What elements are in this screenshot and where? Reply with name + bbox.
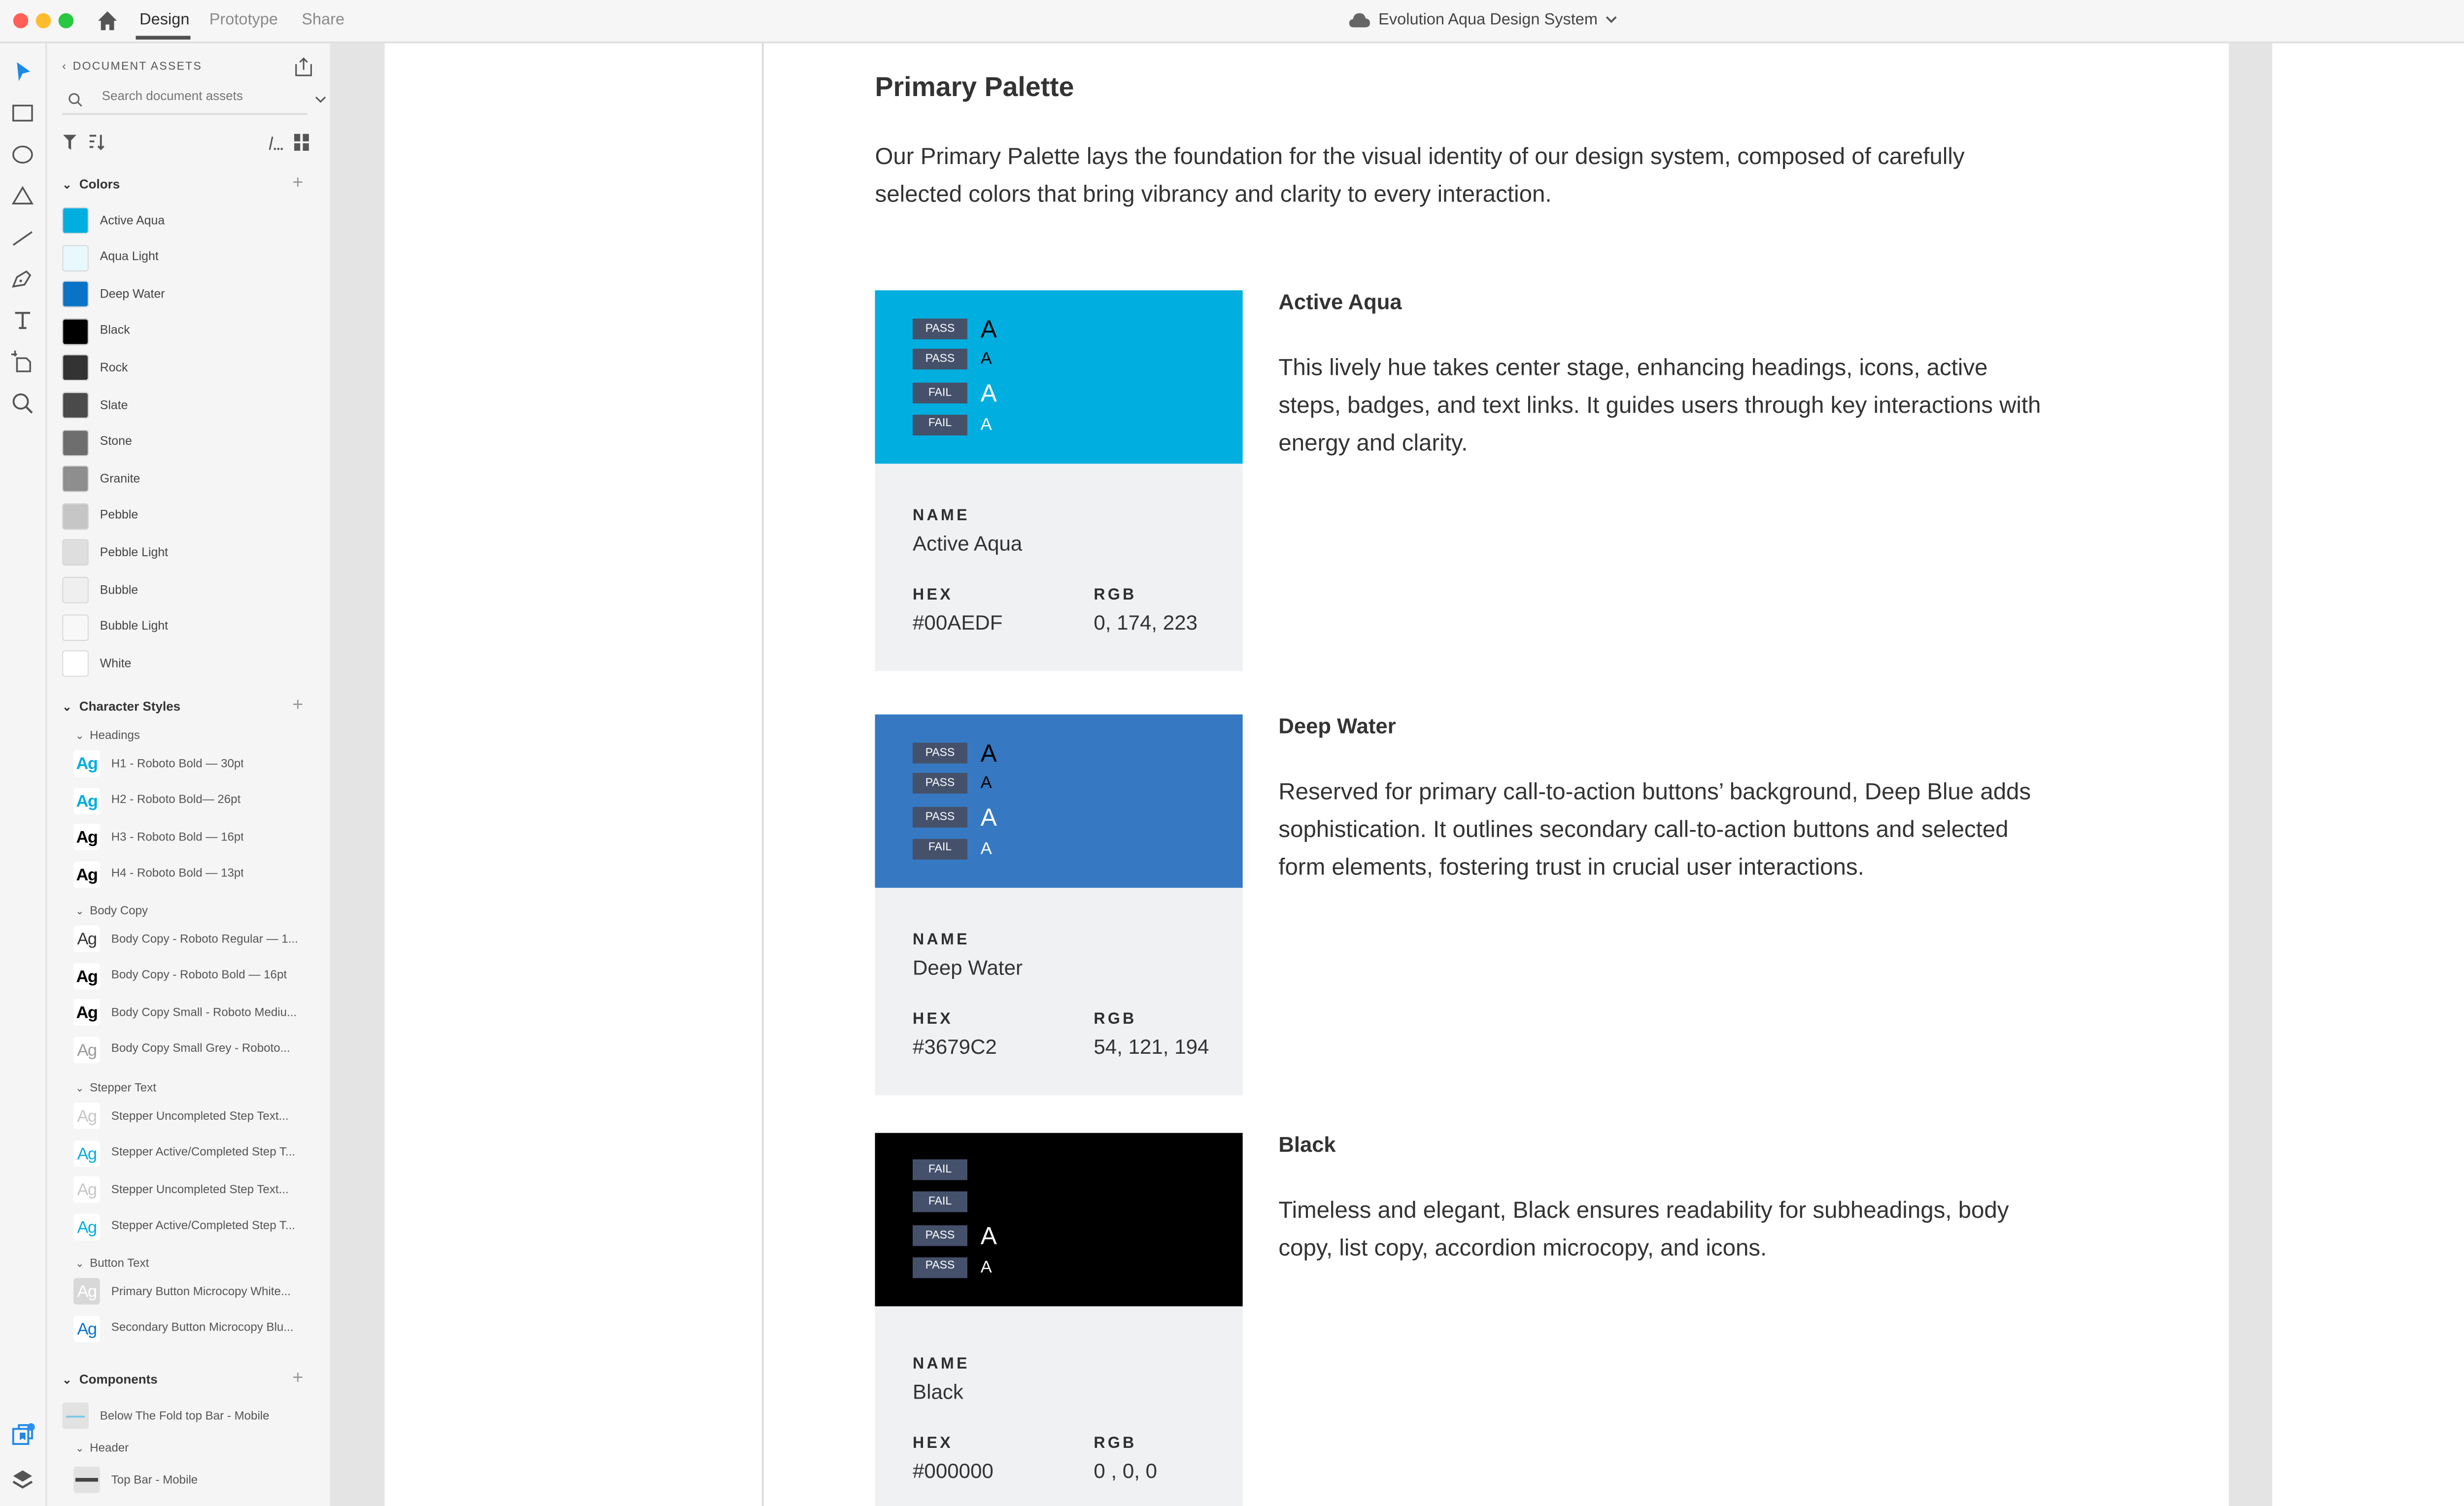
color-name: Bubble Light: [100, 620, 169, 634]
color-title: Active Aqua: [1278, 292, 1402, 315]
color-name: Stone: [100, 435, 132, 449]
minimize-window-button[interactable]: [36, 13, 51, 29]
color-description: Timeless and elegant, Black ensures readability for subheadings, body copy, list copy, accordion microcopy, and icons.: [1278, 1197, 2009, 1261]
contrast-check-row: [913, 1159, 967, 1180]
character-style-item[interactable]: [73, 1313, 330, 1343]
add-color-button[interactable]: +: [292, 173, 304, 195]
name-label: NAME: [913, 1353, 970, 1372]
artboard-tool-icon[interactable]: [9, 349, 36, 375]
character-style-label: Body Copy Small Grey - Roboto...: [111, 1043, 290, 1056]
pen-tool-icon[interactable]: [9, 266, 36, 293]
contrast-badge: PASS: [913, 773, 967, 794]
collapse-chevron-icon: ⌄: [75, 730, 84, 742]
rgb-label: RGB: [1094, 1433, 1137, 1452]
maximize-window-button[interactable]: [59, 13, 74, 29]
color-asset-item[interactable]: [62, 316, 326, 346]
hex-value: #000000: [913, 1461, 993, 1484]
color-name: Granite: [100, 472, 140, 486]
rectangle-tool-icon[interactable]: [9, 100, 36, 127]
contrast-badge: PASS: [913, 743, 967, 764]
character-style-item[interactable]: [73, 1138, 330, 1168]
collapse-chevron-icon: ⌄: [75, 1443, 84, 1455]
component-label: Below The Fold top Bar - Mobile: [100, 1409, 270, 1423]
close-window-button[interactable]: [13, 13, 29, 29]
contrast-badge: PASS: [913, 1226, 967, 1247]
text-style-preview: Ag: [73, 787, 100, 814]
tab-prototype[interactable]: Prototype: [209, 9, 278, 29]
color-name: Bubble: [100, 583, 138, 597]
character-style-group-header[interactable]: [75, 1257, 149, 1271]
hex-label: HEX: [913, 1008, 953, 1028]
color-swatch: [62, 503, 89, 530]
assets-title: DOCUMENT ASSETS: [72, 62, 203, 74]
rgb-value: 54, 121, 194: [1094, 1037, 1209, 1060]
artboard-secondary[interactable]: [2272, 43, 2464, 1506]
color-name: Aqua Light: [100, 251, 159, 265]
character-style-label: Stepper Uncompleted Step Text...: [111, 1109, 289, 1123]
page-heading: Primary Palette: [875, 73, 1074, 104]
color-description: This lively hue takes center stage, enhancing headings, icons, active steps, badges, and text links. It guides users through key interactions with energy and clarity.: [1278, 354, 2041, 457]
search-assets[interactable]: [62, 89, 307, 115]
contrast-check-row: [913, 838, 992, 859]
contrast-sample-glyph: A: [980, 1256, 992, 1275]
layers-icon[interactable]: [9, 1467, 36, 1493]
color-swatch: [62, 577, 89, 603]
add-component-button[interactable]: +: [292, 1369, 304, 1390]
text-style-preview: Ag: [73, 1315, 100, 1341]
assets-header: [62, 62, 202, 73]
collapse-chevron-icon: ⌄: [75, 1083, 84, 1095]
hex-label: HEX: [913, 584, 953, 603]
canvas-pasteboard-right: [2229, 43, 2272, 1506]
text-style-preview: Ag: [73, 1139, 100, 1166]
contrast-sample-glyph: A: [980, 349, 992, 368]
hex-value: #00AEDF: [913, 612, 1003, 636]
component-item[interactable]: [62, 1401, 269, 1431]
color-swatch-block: [875, 714, 1242, 888]
contrast-check-row: [913, 1224, 997, 1249]
colors-section-title: Colors: [79, 179, 120, 193]
contrast-badge: FAIL: [913, 838, 967, 859]
text-style-preview: Ag: [73, 861, 100, 888]
color-swatch: [62, 244, 89, 271]
contrast-sample-glyph: A: [980, 315, 997, 343]
contrast-badge: FAIL: [913, 414, 967, 435]
color-name: Rock: [100, 362, 128, 375]
contrast-sample-glyph: A: [980, 379, 997, 408]
contrast-check-row: [913, 317, 997, 341]
document-title: Evolution Aqua Design System: [1378, 9, 1598, 29]
cloud-icon: [1348, 10, 1371, 27]
character-style-label: Body Copy Small - Roboto Mediu...: [111, 1006, 297, 1019]
collapse-chevron-icon: ⌄: [75, 1258, 84, 1270]
character-style-group-header[interactable]: [75, 905, 148, 918]
libraries-icon[interactable]: [9, 1421, 36, 1448]
color-card[interactable]: [875, 714, 1242, 1095]
color-asset-item[interactable]: [62, 427, 326, 457]
collapse-chevron-icon: ⌄: [62, 1376, 72, 1388]
character-style-item[interactable]: [73, 1035, 330, 1065]
character-style-group-title: Stepper Text: [90, 1082, 157, 1096]
contrast-sample-glyph: A: [980, 414, 992, 433]
character-style-item[interactable]: [73, 785, 330, 815]
collapse-chevron-icon: ⌄: [62, 181, 72, 193]
contrast-badge: FAIL: [913, 1192, 967, 1212]
tab-design[interactable]: Design: [139, 9, 190, 29]
color-swatch: [62, 614, 89, 640]
home-icon[interactable]: [96, 9, 119, 32]
character-style-label: Body Copy - Roboto Regular — 1...: [111, 932, 298, 945]
color-name: Deep Water: [100, 288, 165, 301]
character-style-label: H1 - Roboto Bold — 30pt: [111, 757, 244, 770]
select-tool-icon[interactable]: [9, 59, 36, 85]
character-style-group-title: Button Text: [90, 1257, 149, 1271]
document-title-menu[interactable]: [1348, 9, 1618, 28]
character-style-group-header[interactable]: [75, 1082, 156, 1095]
name-label: NAME: [913, 929, 970, 948]
character-style-label: Secondary Button Microcopy Blu...: [111, 1321, 294, 1335]
color-swatch: [62, 281, 89, 308]
color-name: Pebble Light: [100, 546, 169, 560]
color-swatch: [62, 429, 89, 456]
component-label: Top Bar - Mobile: [111, 1473, 198, 1487]
contrast-badge: PASS: [913, 349, 967, 370]
contrast-badge: FAIL: [913, 1159, 967, 1180]
component-item[interactable]: [73, 1465, 198, 1495]
contrast-check-row: [913, 414, 992, 435]
color-swatch: [62, 355, 89, 382]
character-style-item[interactable]: [73, 924, 330, 954]
color-asset-item[interactable]: [62, 612, 326, 642]
color-swatch-block: [875, 290, 1242, 464]
text-style-preview: Ag: [73, 824, 100, 851]
character-style-group-title: Body Copy: [90, 904, 148, 918]
color-asset-item[interactable]: [62, 501, 326, 531]
rgb-value: 0 , 0, 0: [1094, 1461, 1158, 1484]
character-style-label: H4 - Roboto Bold — 13pt: [111, 868, 244, 881]
contrast-sample-glyph: A: [980, 838, 992, 857]
text-style-preview: Ag: [73, 1213, 100, 1240]
component-thumbnail: [73, 1467, 100, 1493]
color-info-block: [875, 1306, 1242, 1506]
color-name: Black: [100, 325, 130, 338]
character-style-label: Primary Button Microcopy White...: [111, 1284, 291, 1298]
color-title: Deep Water: [1278, 716, 1396, 739]
color-asset-item[interactable]: [62, 649, 326, 679]
components-title: Components: [79, 1374, 158, 1388]
text-style-preview: Ag: [73, 926, 100, 952]
color-info-block: [875, 464, 1242, 671]
component-group-header[interactable]: [75, 1442, 129, 1455]
contrast-badge: PASS: [913, 319, 967, 339]
character-style-item[interactable]: [73, 1175, 330, 1205]
contrast-check-row: [913, 805, 997, 830]
contrast-badge: FAIL: [913, 383, 967, 404]
sort-icon[interactable]: [89, 134, 105, 151]
color-name-value: Deep Water: [913, 957, 1023, 980]
contrast-sample-glyph: A: [980, 738, 997, 768]
contrast-badge: PASS: [913, 807, 967, 828]
canvas-pasteboard: [330, 43, 385, 1506]
color-asset-item[interactable]: [62, 279, 326, 309]
color-name: Pebble: [100, 509, 138, 523]
polygon-tool-icon[interactable]: [9, 183, 36, 209]
contrast-badge: PASS: [913, 1257, 967, 1277]
contrast-check-row: [913, 1257, 992, 1277]
color-swatch: [62, 318, 89, 345]
character-style-label: Stepper Active/Completed Step T...: [111, 1146, 296, 1160]
color-name-value: Active Aqua: [913, 533, 1023, 556]
color-swatch: [62, 207, 89, 234]
active-tab-indicator: [136, 36, 191, 40]
contrast-check-row: [913, 1192, 967, 1212]
assets-panel: [47, 43, 330, 1506]
color-description: Reserved for primary call-to-action buttons’ background, Deep Blue adds sophistication. It outlines secondary call-to-action buttons and selected form elements, fostering trust in crucial user interactions.: [1278, 778, 2031, 880]
character-style-group-title: Headings: [90, 729, 140, 743]
character-style-item[interactable]: [73, 961, 330, 991]
collapse-chevron-icon: ⌄: [75, 905, 84, 917]
color-name-value: Black: [913, 1381, 963, 1405]
color-asset-item[interactable]: [62, 390, 326, 420]
color-card[interactable]: [875, 290, 1242, 671]
color-asset-item[interactable]: [62, 353, 326, 383]
search-input[interactable]: [102, 91, 291, 104]
collapse-chevron-icon: ⌄: [62, 703, 72, 715]
character-style-label: H2 - Roboto Bold— 26pt: [111, 794, 241, 807]
color-info-block: [875, 888, 1242, 1095]
character-style-label: Body Copy - Roboto Bold — 16pt: [111, 969, 287, 982]
top-bar: [0, 0, 2464, 43]
contrast-check-row: [913, 773, 992, 794]
color-swatch: [62, 651, 89, 677]
line-tool-icon[interactable]: [9, 224, 36, 251]
character-styles-section-header[interactable]: [62, 701, 180, 714]
character-style-item[interactable]: [73, 1276, 330, 1306]
colors-section-header[interactable]: [62, 179, 120, 193]
character-style-item[interactable]: [73, 859, 330, 889]
character-style-label: H3 - Roboto Bold — 16pt: [111, 831, 244, 844]
color-swatch: [62, 466, 89, 493]
hex-label: HEX: [913, 1433, 953, 1452]
color-name: White: [100, 657, 132, 671]
contrast-check-row: [913, 381, 997, 406]
contrast-sample-glyph: A: [980, 803, 997, 832]
text-style-preview: Ag: [73, 963, 100, 989]
text-style-preview: Ag: [73, 1278, 100, 1305]
text-style-preview: Ag: [73, 1103, 100, 1130]
back-chevron-icon[interactable]: ‹: [62, 62, 68, 74]
color-asset-item[interactable]: [62, 538, 326, 568]
text-style-preview: Ag: [73, 1037, 100, 1063]
filter-icon[interactable]: [62, 134, 77, 151]
tools-bar: [0, 43, 47, 1506]
character-style-item[interactable]: [73, 998, 330, 1028]
color-asset-item[interactable]: [62, 464, 326, 494]
grid-view-icon[interactable]: [294, 134, 309, 151]
text-tool-icon[interactable]: [9, 307, 36, 334]
text-style-preview: Ag: [73, 1176, 100, 1203]
ellipse-tool-icon[interactable]: [9, 141, 36, 168]
share-assets-icon[interactable]: [294, 57, 313, 77]
color-swatch: [62, 392, 89, 419]
add-character-style-button[interactable]: +: [292, 695, 304, 717]
color-name: Slate: [100, 399, 128, 412]
color-asset-item[interactable]: [62, 242, 326, 272]
contrast-check-row: [913, 738, 997, 768]
rgb-label: RGB: [1094, 1008, 1137, 1028]
text-style-preview: Ag: [73, 750, 100, 777]
character-styles-title: Character Styles: [79, 701, 181, 715]
path-view-icon[interactable]: [268, 136, 284, 151]
character-style-item[interactable]: [73, 748, 330, 778]
color-swatch-block: [875, 1133, 1242, 1306]
rgb-value: 0, 174, 223: [1094, 612, 1198, 636]
color-title: Black: [1278, 1135, 1336, 1158]
tab-share[interactable]: Share: [302, 9, 345, 29]
name-label: NAME: [913, 505, 970, 524]
character-style-label: Stepper Active/Completed Step T...: [111, 1220, 296, 1234]
components-section-header[interactable]: [62, 1374, 158, 1388]
intro-paragraph: Our Primary Palette lays the foundation for the visual identity of our design system, composed of carefully selected colors that bring vibrancy and clarity to every interaction.: [875, 143, 1965, 207]
search-icon: [68, 92, 83, 107]
character-style-item[interactable]: [73, 1101, 330, 1131]
rgb-label: RGB: [1094, 584, 1137, 603]
contrast-sample-glyph: A: [980, 1222, 997, 1251]
contrast-check-row: [913, 349, 992, 370]
search-filter-chevron-icon[interactable]: [315, 96, 326, 103]
color-card[interactable]: [875, 1133, 1242, 1506]
chevron-down-icon: [1605, 14, 1618, 24]
character-style-item[interactable]: [73, 1212, 330, 1242]
component-group-title: Header: [90, 1442, 129, 1456]
contrast-sample-glyph: A: [980, 773, 992, 792]
character-style-item[interactable]: [73, 822, 330, 852]
hex-value: #3679C2: [913, 1037, 997, 1060]
artboard-guide: [762, 43, 764, 1506]
zoom-tool-icon[interactable]: [9, 390, 36, 417]
color-swatch: [62, 540, 89, 567]
color-asset-item[interactable]: [62, 575, 326, 605]
color-asset-item[interactable]: [62, 205, 326, 235]
text-style-preview: Ag: [73, 1000, 100, 1026]
component-thumbnail: [62, 1403, 89, 1429]
color-name: Active Aqua: [100, 214, 165, 228]
character-style-group-header[interactable]: [75, 730, 140, 743]
character-style-label: Stepper Uncompleted Step Text...: [111, 1183, 289, 1197]
